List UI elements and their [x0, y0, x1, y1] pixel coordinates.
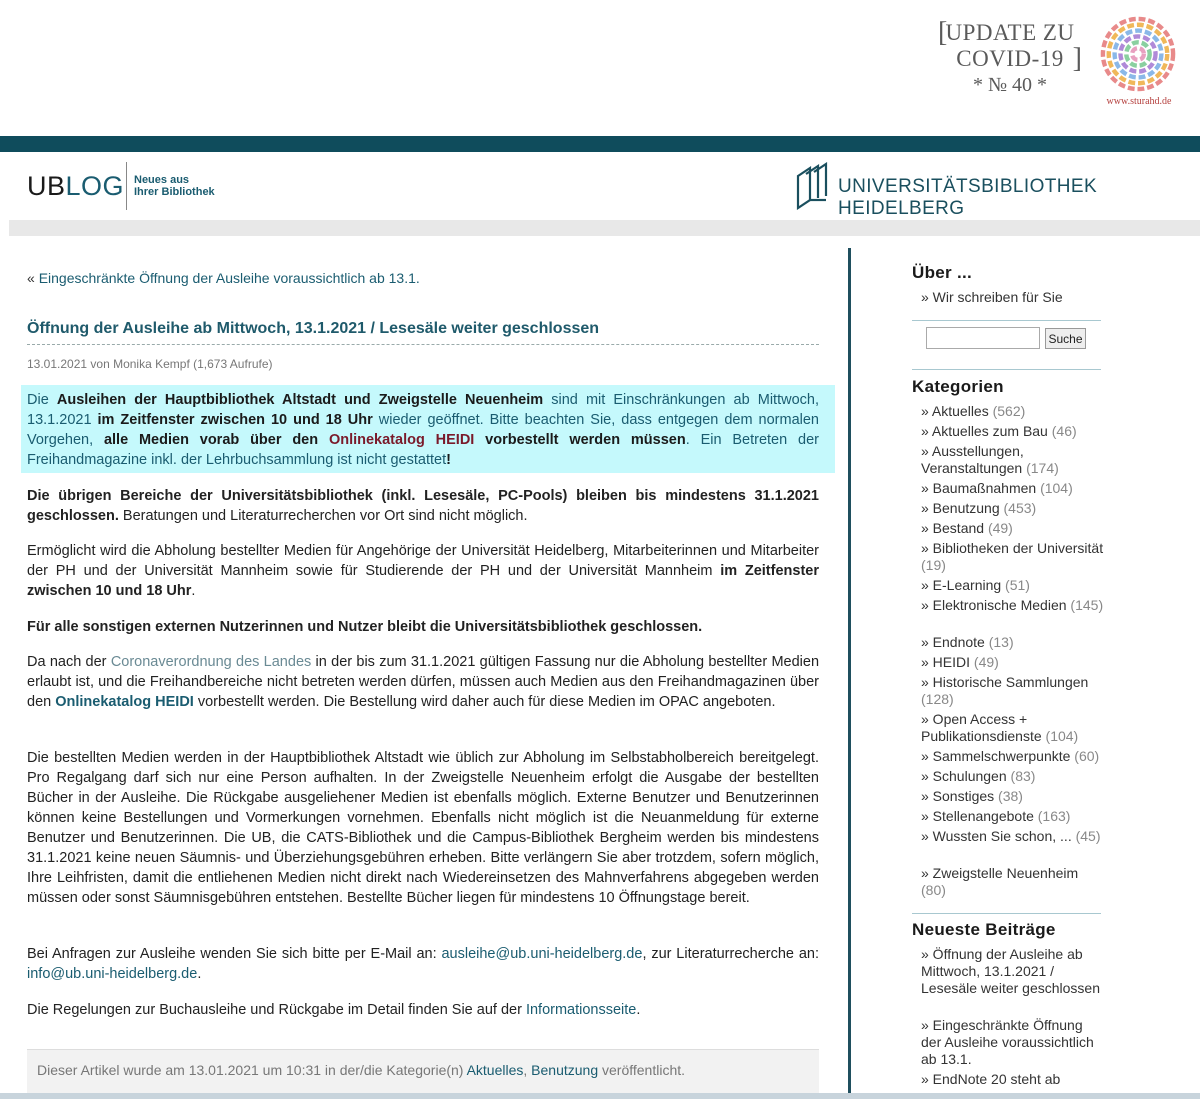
paragraph-closed-areas [27, 486, 819, 526]
category-count: (104) [1041, 728, 1079, 744]
ublog-log: LOG [65, 171, 125, 201]
p8-text-a: Die Regelungen zur Buchausleihe und Rückgabe im Detail finden Sie auf der [27, 1002, 526, 1018]
previous-post-link[interactable] [27, 270, 420, 286]
search-button[interactable]: Suche [1045, 328, 1086, 349]
hl-exclamation: ! [446, 452, 451, 468]
category-label[interactable]: » Zweigstelle Neuenheim [921, 865, 1079, 881]
category-label[interactable]: » Sammelschwerpunkte [921, 748, 1071, 764]
ublog-tagline-1: Neues aus [134, 174, 190, 186]
category-label[interactable]: » Benutzung [921, 500, 1000, 516]
category-label[interactable]: » Baumaßnahmen [921, 480, 1037, 496]
sidebar-category-item[interactable] [921, 748, 1106, 765]
ublog-logo[interactable] [27, 171, 124, 202]
sidebar-divider [848, 248, 851, 1099]
sidebar-category-item[interactable] [921, 423, 1106, 440]
category-count: (145) [1066, 597, 1104, 613]
ublog-tagline-2: Ihrer Bibliothek [134, 186, 215, 198]
sidebar-rule [912, 913, 1101, 914]
email-ausleihe-link[interactable]: ausleihe@ub.uni-heidelberg.de [441, 946, 643, 962]
p5-text-c: vorbestellt werden. Die Bestellung wird daher auch für diese Medien im OPAC angeboten. [193, 694, 776, 710]
sturahd-logo-icon [1099, 15, 1177, 93]
header-separator-band [9, 220, 1200, 236]
category-label[interactable]: » Sonstiges [921, 788, 995, 804]
category-label[interactable]: » Historische Sammlungen [921, 674, 1089, 690]
sidebar-about-heading: Über ... [912, 263, 973, 282]
ublog-ub: UB [27, 171, 66, 201]
category-label[interactable]: » HEIDI [921, 654, 971, 670]
corona-regulation-link[interactable]: Coronaverordnung des Landes [110, 654, 312, 670]
p2-rest: Beratungen und Literaturrecherchen vor Ort sind nicht möglich. [118, 508, 528, 524]
category-link-benutzung[interactable]: Benutzung [531, 1062, 599, 1078]
category-count: (45) [1071, 828, 1101, 844]
hl-text-3: wieder geöffnet. Bitte beachten Sie, dass entgegen dem normalen Vorgehen, [27, 412, 819, 448]
sidebar-category-item[interactable] [921, 480, 1106, 497]
p3-bold: im Zeitfenster zwischen 10 und 18 Uhr [27, 563, 819, 599]
sidebar-category-item[interactable] [921, 654, 1106, 671]
sidebar-category-item[interactable] [921, 674, 1106, 708]
ublog-tagline [134, 174, 215, 198]
category-label[interactable]: » Aktuelles zum Bau [921, 423, 1048, 439]
category-count: (163) [1033, 808, 1071, 824]
category-label[interactable]: » Bibliotheken der Universität [921, 540, 1104, 556]
sidebar-categories-heading: Kategorien [912, 377, 1004, 396]
p8-text-b: . [636, 1002, 641, 1018]
recent-post-link[interactable]: » Eingeschränkte Öffnung der Ausleihe voraussichtlich ab 13.1. [921, 1017, 1094, 1067]
hl-bold-4: vorbestellt werden müssen [474, 432, 686, 448]
category-count: (46) [1047, 423, 1077, 439]
sidebar-category-item[interactable] [921, 540, 1106, 574]
category-count: (562) [988, 403, 1026, 419]
library-name[interactable]: UNIVERSITÄTSBIBLIOTHEK HEIDELBERG [838, 176, 1098, 219]
p3-end: . [191, 583, 196, 599]
sidebar-category-item[interactable] [921, 808, 1106, 825]
site-header [0, 152, 1200, 220]
category-count: (174) [1022, 460, 1059, 476]
category-label[interactable]: » Stellenangebote [921, 808, 1034, 824]
category-count: (80) [921, 882, 946, 898]
sidebar-category-item[interactable] [921, 828, 1106, 845]
previous-arrow: « [27, 270, 39, 286]
sidebar-about-link[interactable]: » Wir schreiben für Sie [921, 289, 1063, 305]
sidebar-category-item[interactable] [921, 711, 1106, 745]
sidebar-rule [912, 369, 1101, 370]
category-count: (128) [921, 691, 954, 707]
post-title[interactable]: Öffnung der Ausleihe ab Mittwoch, 13.1.2021 / Lesesäle weiter geschlossen [27, 320, 819, 345]
category-count: (51) [1001, 577, 1030, 593]
sidebar-category-item[interactable] [921, 403, 1106, 420]
footer-text-a: Dieser Artikel wurde am 13.01.2021 um 10:31 in der/die Kategorie(n) [37, 1062, 467, 1078]
search-input[interactable] [926, 327, 1040, 349]
logo-divider [126, 162, 127, 210]
email-info-link[interactable]: info@ub.uni-heidelberg.de [27, 966, 198, 982]
category-label[interactable]: » Ausstellungen, Veranstaltungen [921, 443, 1024, 476]
footer-text-b: veröffentlicht. [598, 1062, 686, 1078]
heidi-catalog-link[interactable]: Onlinekatalog HEIDI [328, 432, 475, 448]
hl-bold-2: im Zeitfenster zwischen 10 und 18 Uhr [97, 412, 373, 428]
paragraph-contact [27, 944, 819, 984]
hl-text-1: Die [27, 392, 57, 408]
highlight-paragraph [27, 390, 819, 470]
sidebar-category-item[interactable] [921, 597, 1106, 614]
p7-text-a: Bei Anfragen zur Ausleihe wenden Sie sich bitte per E-Mail an: [27, 946, 442, 962]
hl-bold-3: alle Medien vorab über den [103, 432, 329, 448]
category-count: (13) [984, 634, 1014, 650]
bracket-right: ] [1072, 43, 1082, 74]
sidebar-category-item[interactable] [921, 577, 1106, 594]
category-label[interactable]: » Schulungen [921, 768, 1007, 784]
bracket-left: [ [938, 17, 948, 48]
paragraph-info-page [27, 1000, 819, 1020]
p7-text-b: , zur Literaturrecherche an: [642, 946, 819, 962]
sturahd-url[interactable]: www.sturahd.de [1106, 96, 1172, 107]
paragraph-pickup [27, 541, 819, 601]
category-count: (453) [999, 500, 1037, 516]
category-label[interactable]: » E-Learning [921, 577, 1002, 593]
recent-post-link[interactable]: » Öffnung der Ausleihe ab Mittwoch, 13.1.2021 / Lesesäle weiter geschlossen [921, 946, 1100, 996]
previous-post-label[interactable]: Eingeschränkte Öffnung der Ausleihe voraussichtlich ab 13.1. [38, 270, 420, 286]
recent-post-link[interactable]: » EndNote 20 steht ab [921, 1071, 1061, 1087]
p5-text-b: in der bis zum 31.1.2021 gültigen Fassung nur die Abholung bestellter Medien erlaubt ist, und die Freihandbereiche nicht betreten werden dürfen, müssen auch Medien aus den Freihandmagazinen über den [27, 654, 820, 710]
sidebar-category-item[interactable] [921, 443, 1106, 477]
update-number: * № 40 * [972, 74, 1048, 96]
category-count: (49) [970, 654, 999, 670]
hl-text-2: sind mit Einschränkungen ab Mittwoch, 13.1.2021 [27, 392, 819, 428]
category-count: (60) [1070, 748, 1100, 764]
sidebar-category-item[interactable] [921, 865, 1106, 899]
category-label[interactable]: » Elektronische Medien [921, 597, 1067, 613]
category-label[interactable]: » Bestand [921, 520, 985, 536]
p2-bold: Die übrigen Bereiche der Universitätsbibliothek (inkl. Lesesäle, PC-Pools) bleiben bis mindestens 31.1.2021 geschlossen. [27, 488, 819, 524]
sidebar-recent-heading: Neueste Beiträge [912, 920, 1056, 939]
covid-update-badge [936, 17, 1084, 98]
top-color-bar [0, 136, 1200, 152]
covid-banner [0, 0, 1200, 136]
post-meta: 13.01.2021 von Monika Kempf (1,673 Aufrufe) [27, 357, 273, 371]
category-label[interactable]: » Wussten Sie schon, ... [921, 828, 1072, 844]
paragraph-collection: Die bestellten Medien werden in der Hauptbibliothek Altstadt wie üblich zur Abholung im Selbstabholbereich bereitgelegt. Pro Regalgang darf sich nur eine Person aufhalten. In der Zweigstelle Neuenheim erfolgt die Ausgabe der bestellten Bücher in der Ausleihe. Die Rückgabe ausgeliehener Medien ist ebenfalls möglich. Externe Benutzer und Benutzerinnen können keine Bestellungen und Vormerkungen vornehmen. Ebenfalls nicht möglich ist die Neuanmeldung für externe Benutzer und Benutzerinnen. Die UB, die CATS-Bibliothek und die Campus-Bibliothek Bergheim werden bis mindestens 31.1.2021 keine neuen Säumnis- und Überziehungsgebühren erheben. Bitte verlängern Sie aber trotzdem, sofern möglich, Ihre Leihfristen, damit die entliehenen Medien nicht direkt nach Wiedereinsetzen des Mahnverfahrens abgegeben werden müssen oder sonst Säumnisgebühren entstehen. Bestellte Bücher liegen für mindestens 10 Öffnungstage bereit. [27, 750, 819, 906]
sidebar-rule [912, 320, 1101, 321]
sidebar-category-item[interactable] [921, 634, 1106, 651]
p7-text-c: . [197, 966, 202, 982]
update-line-2: COVID-19 [956, 46, 1064, 71]
hl-text-4: . Ein Betreten der Freihandmagazine inkl. der Lehrbuchsammlung ist nicht gestattet [27, 432, 819, 468]
sidebar-category-item[interactable] [921, 520, 1106, 537]
footer-separator: , [523, 1062, 532, 1078]
category-count: (38) [994, 788, 1023, 804]
category-count: (49) [984, 520, 1013, 536]
category-label[interactable]: » Open Access + Publikationsdienste [921, 711, 1042, 744]
heidi-catalog-link-2[interactable]: Onlinekatalog HEIDI [55, 694, 194, 710]
paragraph-regulation [27, 652, 819, 712]
p3-text: Ermöglicht wird die Abholung bestellter Medien für Angehörige der Universität Heidelberg, Mitarbeiterinnen und Mitarbeiter der PH und der Universität Mannheim sowie für Studierende der PH und der Universität Mannheim [27, 543, 819, 579]
category-link-aktuelles[interactable]: Aktuelles [466, 1062, 524, 1078]
hl-bold-1: Ausleihen der Hauptbibliothek Altstadt und Zweigstelle Neuenheim [56, 392, 544, 408]
info-page-link[interactable]: Informationsseite [525, 1002, 637, 1018]
p5-text-a: Da nach der [27, 654, 111, 670]
sidebar-category-item[interactable] [921, 500, 1106, 517]
category-count: (83) [1006, 768, 1036, 784]
category-count: (19) [921, 557, 946, 573]
post-footer [27, 1049, 819, 1099]
category-count: (104) [1036, 480, 1073, 496]
sidebar-category-item[interactable] [921, 768, 1106, 785]
category-label[interactable]: » Aktuelles [921, 403, 989, 419]
horizontal-scrollbar[interactable] [0, 1093, 1200, 1099]
paragraph-external-users: Für alle sonstigen externen Nutzerinnen und Nutzer bleibt die Universitätsbibliothek geschlossen. [27, 619, 703, 635]
category-label[interactable]: » Endnote [921, 634, 985, 650]
sidebar-category-item[interactable] [921, 788, 1106, 805]
update-line-1: UPDATE ZU [945, 20, 1075, 45]
library-logo-icon[interactable] [794, 162, 830, 210]
post-footer-text [37, 1062, 685, 1078]
